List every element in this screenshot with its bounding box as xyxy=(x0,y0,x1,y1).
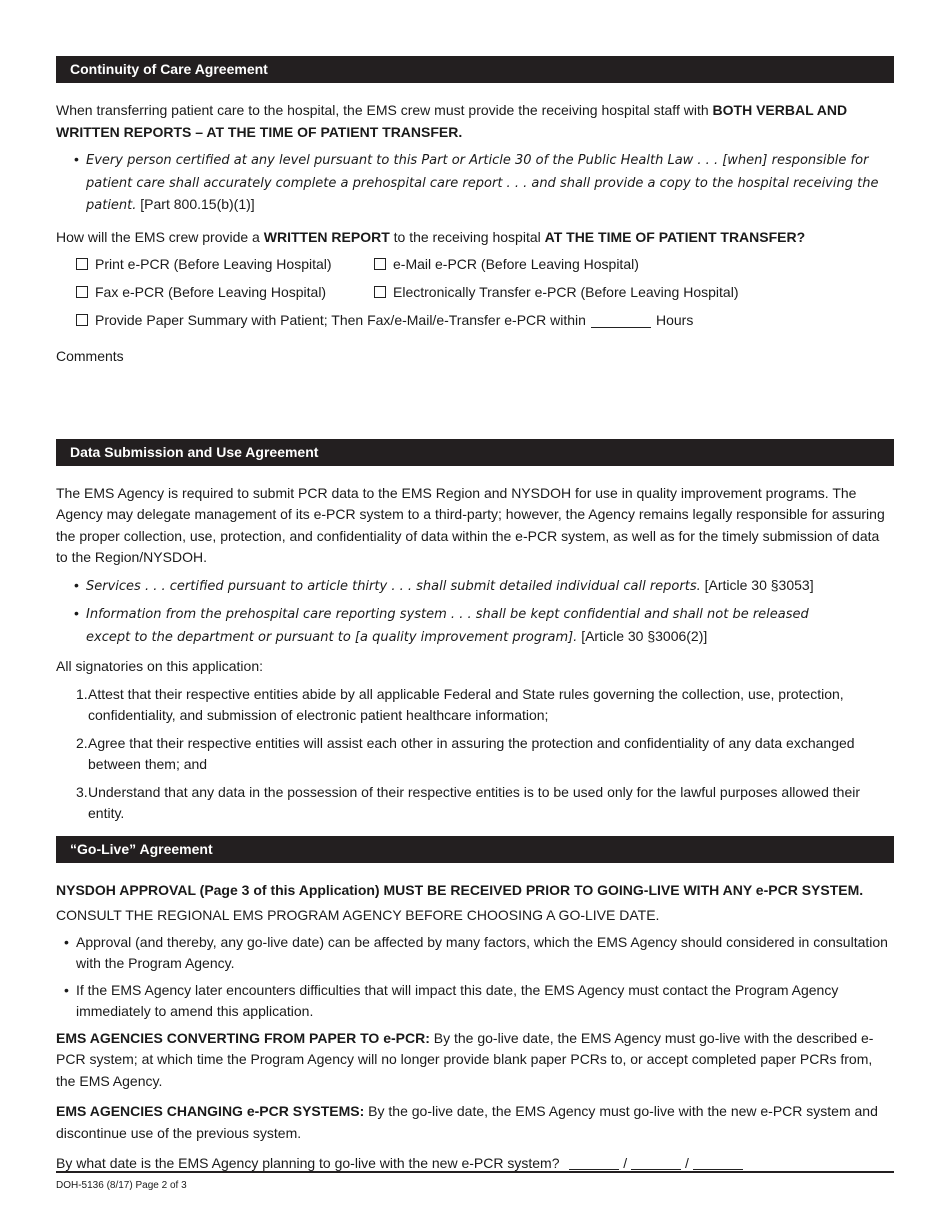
checkbox-fax-epcr[interactable]: Fax e-PCR (Before Leaving Hospital) xyxy=(76,282,326,302)
section-header-data-submission: Data Submission and Use Agreement xyxy=(56,439,894,466)
go-live-date-question: By what date is the EMS Agency planning to go-live with the new e-PCR system? / / xyxy=(56,1153,894,1175)
checkbox-box[interactable] xyxy=(374,258,386,270)
hours-field[interactable] xyxy=(591,313,651,328)
signatories-intro: All signatories on this application: xyxy=(56,658,264,674)
signatories-list xyxy=(56,684,894,825)
converting-paragraph: EMS AGENCIES CONVERTING FROM PAPER TO e-PCR: By the go-live date, the EMS Agency must go-live with the described e-PCR system; at which time the Program Agency will no longer provide blank paper PCRs to, or accept completed paper PCRs from, the EMS Agency. xyxy=(56,1029,874,1089)
data-submission-body: The EMS Agency is required to submit PCR data to the EMS Region and NYSDOH for use in quality improvement programs. The Agency may delegate management of its e-PCR system to a third-party; however, the Agency remains legally responsible for assuring the proper collection, use, protection, and confidentiality of data within the e-PCR system, as well as for the timely submission of data to the Region/NYSDOH. xyxy=(56,484,885,565)
written-report-question: How will the EMS crew provide a WRITTEN REPORT to the receiving hospital AT THE TIME OF PATIENT TRANSFER? xyxy=(56,228,806,245)
checkbox-box[interactable] xyxy=(76,314,88,326)
section-header-go-live: “Go-Live” Agreement xyxy=(56,836,894,863)
approval-notice: NYSDOH APPROVAL (Page 3 of this Application) MUST BE RECEIVED PRIOR TO GOING-LIVE WITH ANY e-PCR SYSTEM. xyxy=(56,881,864,898)
comments-area[interactable] xyxy=(56,368,894,439)
go-live-bullet: • Approval (and thereby, any go-live date) can be affected by many factors, which the EMS Agency should considered in consultation with the Program Agency. xyxy=(64,933,888,971)
list-item: 1. Attest that their respective entities abide by all applicable Federal and State rules governing the collection, use, protection, confidentiality, and submission of electronic patient healthcare information; xyxy=(76,685,844,723)
checkbox-box[interactable] xyxy=(374,286,386,298)
checkbox-paper-summary[interactable]: Provide Paper Summary with Patient; Then Fax/e-Mail/e-Transfer e-PCR within Hours xyxy=(76,310,693,330)
go-live-bullet: • If the EMS Agency later encounters difficulties that will impact this date, the EMS Agency must contact the Program Agency immediately to amend this application. xyxy=(64,981,839,1019)
consult-notice: CONSULT THE REGIONAL EMS PROGRAM AGENCY BEFORE CHOOSING A GO-LIVE DATE. xyxy=(56,907,660,923)
data-quote: • Services . . . certified pursuant to article thirty . . . shall submit detailed individual call reports. [Article 30 §3053] xyxy=(74,576,814,594)
form-footer: DOH-5136 (8/17) Page 2 of 3 xyxy=(56,1180,187,1191)
continuity-intro: When transferring patient care to the hospital, the EMS crew must provide the receiving hospital staff with BOTH VERBAL AND WRITTEN REPORTS – AT THE TIME OF PATIENT TRANSFER. xyxy=(56,102,848,140)
comments-label: Comments xyxy=(56,348,124,364)
list-item: 2. Agree that their respective entities will assist each other in assuring the protection and confidentiality of any data exchanged between them; and xyxy=(76,734,855,772)
date-day-field[interactable] xyxy=(631,1155,681,1170)
footer-rule xyxy=(56,1171,894,1173)
continuity-quote: • Every person certified at any level pursuant to this Part or Article 30 of the Public Health Law . . . [when] responsible for patient care shall accurately complete a prehospital care report . . . and shall provide a copy to the hospital receiving the patient. [Part 800.15(b)(1)] xyxy=(74,151,879,213)
checkbox-email-epcr[interactable]: e-Mail e-PCR (Before Leaving Hospital) xyxy=(374,254,639,274)
checkbox-box[interactable] xyxy=(76,258,88,270)
data-quote: • Information from the prehospital care reporting system . . . shall be kept confidential and shall not be released except to the department or pursuant to [a quality improvement program]. [Article 30 §3006(2)] xyxy=(74,605,809,645)
list-item: 3. Understand that any data in the possession of their respective entities is to be used only for the lawful purposes allowed their entity. xyxy=(76,783,861,821)
date-year-field[interactable] xyxy=(693,1155,743,1170)
changing-paragraph: EMS AGENCIES CHANGING e-PCR SYSTEMS: By the go-live date, the EMS Agency must go-live with the new e-PCR system and discontinue use of the previous system. xyxy=(56,1103,878,1141)
checkbox-print-epcr[interactable]: Print e-PCR (Before Leaving Hospital) xyxy=(76,254,332,274)
date-month-field[interactable] xyxy=(569,1155,619,1170)
section-header-continuity: Continuity of Care Agreement xyxy=(56,56,894,83)
form-page xyxy=(56,56,894,1175)
checkbox-etransfer-epcr[interactable]: Electronically Transfer e-PCR (Before Leaving Hospital) xyxy=(374,282,738,302)
checkbox-box[interactable] xyxy=(76,286,88,298)
